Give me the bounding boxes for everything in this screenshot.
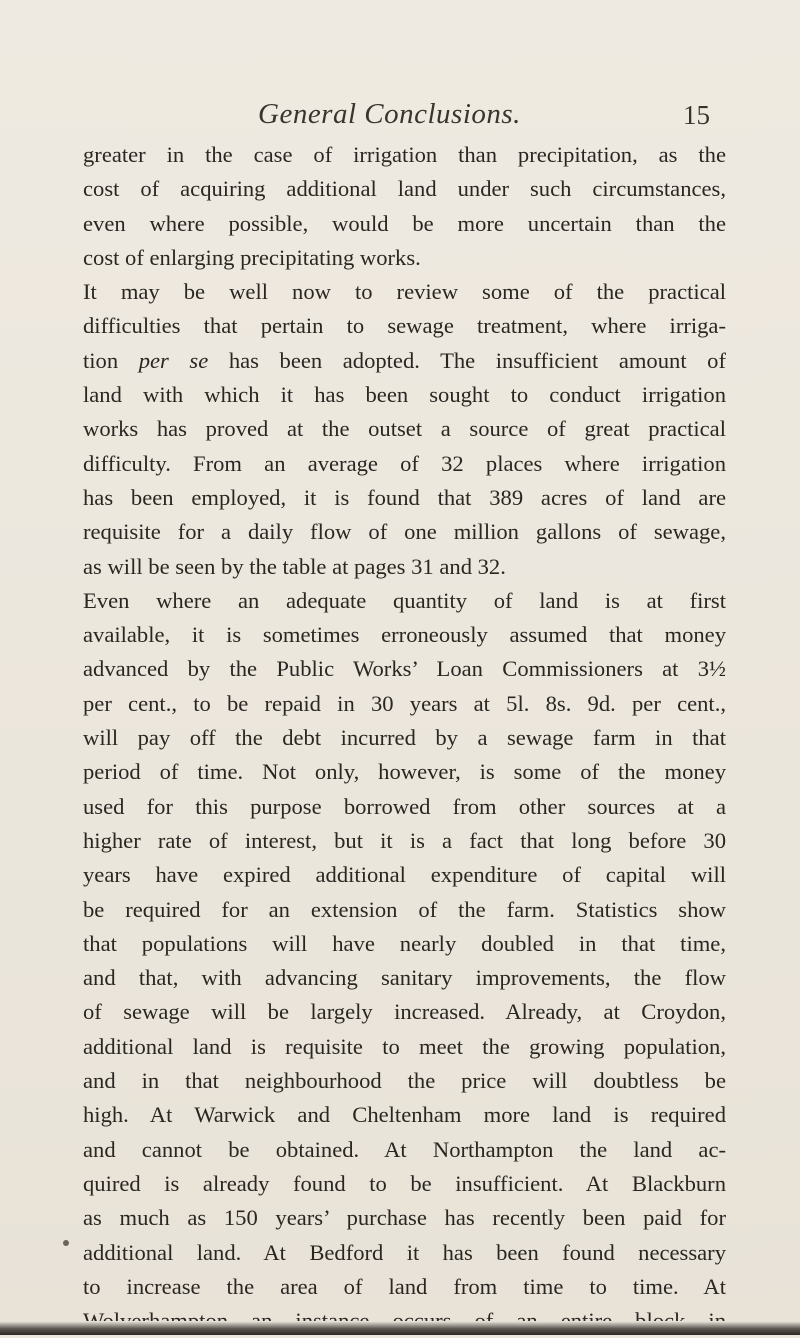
text-line: difficulty. From an average of 32 places where irrigation bbox=[83, 450, 726, 476]
text-line: to increase the area of land from time to time. At bbox=[83, 1273, 726, 1299]
text-line: period of time. Not only, however, is some of the money bbox=[83, 759, 726, 785]
body-text bbox=[83, 138, 726, 1338]
text-line: higher rate of interest, but it is a fact that long before 30 bbox=[83, 827, 726, 853]
text-line: cost of enlarging precipitating works. bbox=[83, 244, 421, 270]
page-number: 15 bbox=[683, 100, 710, 130]
text-line: will pay off the debt incurred by a sewage farm in that bbox=[83, 725, 726, 751]
text-line: It may be well now to review some of the practical bbox=[83, 279, 726, 305]
running-head bbox=[150, 98, 750, 138]
text-line: quired is already found to be insufficient. At Blackburn bbox=[83, 1170, 726, 1196]
text-line: as much as 150 years’ purchase has recently been paid for bbox=[83, 1205, 726, 1231]
text-fragment: has been adopted. The insufficient amount of bbox=[228, 347, 726, 373]
text-line: per cent., to be repaid in 30 years at 5l. 8s. 9d. per cent., bbox=[83, 690, 726, 716]
text-line: additional land is requisite to meet the growing population, bbox=[83, 1033, 726, 1059]
text-line: even where possible, would be more uncertain than the bbox=[83, 210, 726, 236]
text-line: Even where an adequate quantity of land is at first bbox=[83, 587, 726, 613]
text-line: works has proved at the outset a source of great practical bbox=[83, 416, 726, 442]
text-line: land with which it has been sought to conduct irrigation bbox=[83, 382, 726, 408]
ink-speck bbox=[63, 1240, 69, 1246]
text-line-with-italic bbox=[83, 344, 726, 378]
text-line: has been employed, it is found that 389 acres of land are bbox=[83, 484, 726, 510]
text-line: years have expired additional expenditure of capital will bbox=[83, 862, 726, 888]
running-title: General Conclusions. bbox=[258, 98, 521, 130]
text-line: be required for an extension of the farm. Statistics show bbox=[83, 896, 726, 922]
text-line: additional land. At Bedford it has been found necessary bbox=[83, 1239, 726, 1265]
text-line: used for this purpose borrowed from other sources at a bbox=[83, 793, 726, 819]
text-line: cost of acquiring additional land under such circumstances, bbox=[83, 176, 726, 202]
text-line: high. At Warwick and Cheltenham more land is required bbox=[83, 1102, 726, 1128]
text-line: and in that neighbourhood the price will doubtless be bbox=[83, 1068, 726, 1094]
text-line: difficulties that pertain to sewage treatment, where irriga- bbox=[83, 313, 726, 339]
text-line: that populations will have nearly doubled in that time, bbox=[83, 930, 726, 956]
page-edge-shadow bbox=[0, 1321, 800, 1335]
text-line: greater in the case of irrigation than precipitation, as the bbox=[83, 142, 726, 167]
text-fragment: tion bbox=[83, 347, 119, 373]
text-line: requisite for a daily flow of one million gallons of sewage, bbox=[83, 519, 726, 545]
text-line: of sewage will be largely increased. Already, at Croydon, bbox=[83, 999, 726, 1025]
text-line: as will be seen by the table at pages 31 and 32. bbox=[83, 553, 506, 579]
text-line: and cannot be obtained. At Northampton the land ac- bbox=[83, 1136, 726, 1162]
text-line: and that, with advancing sanitary improvements, the flow bbox=[83, 965, 726, 991]
text-line: available, it is sometimes erroneously assumed that money bbox=[83, 622, 726, 648]
text-line: advanced by the Public Works’ Loan Commissioners at 3½ bbox=[83, 656, 726, 682]
italic-phrase: per se bbox=[138, 347, 209, 373]
